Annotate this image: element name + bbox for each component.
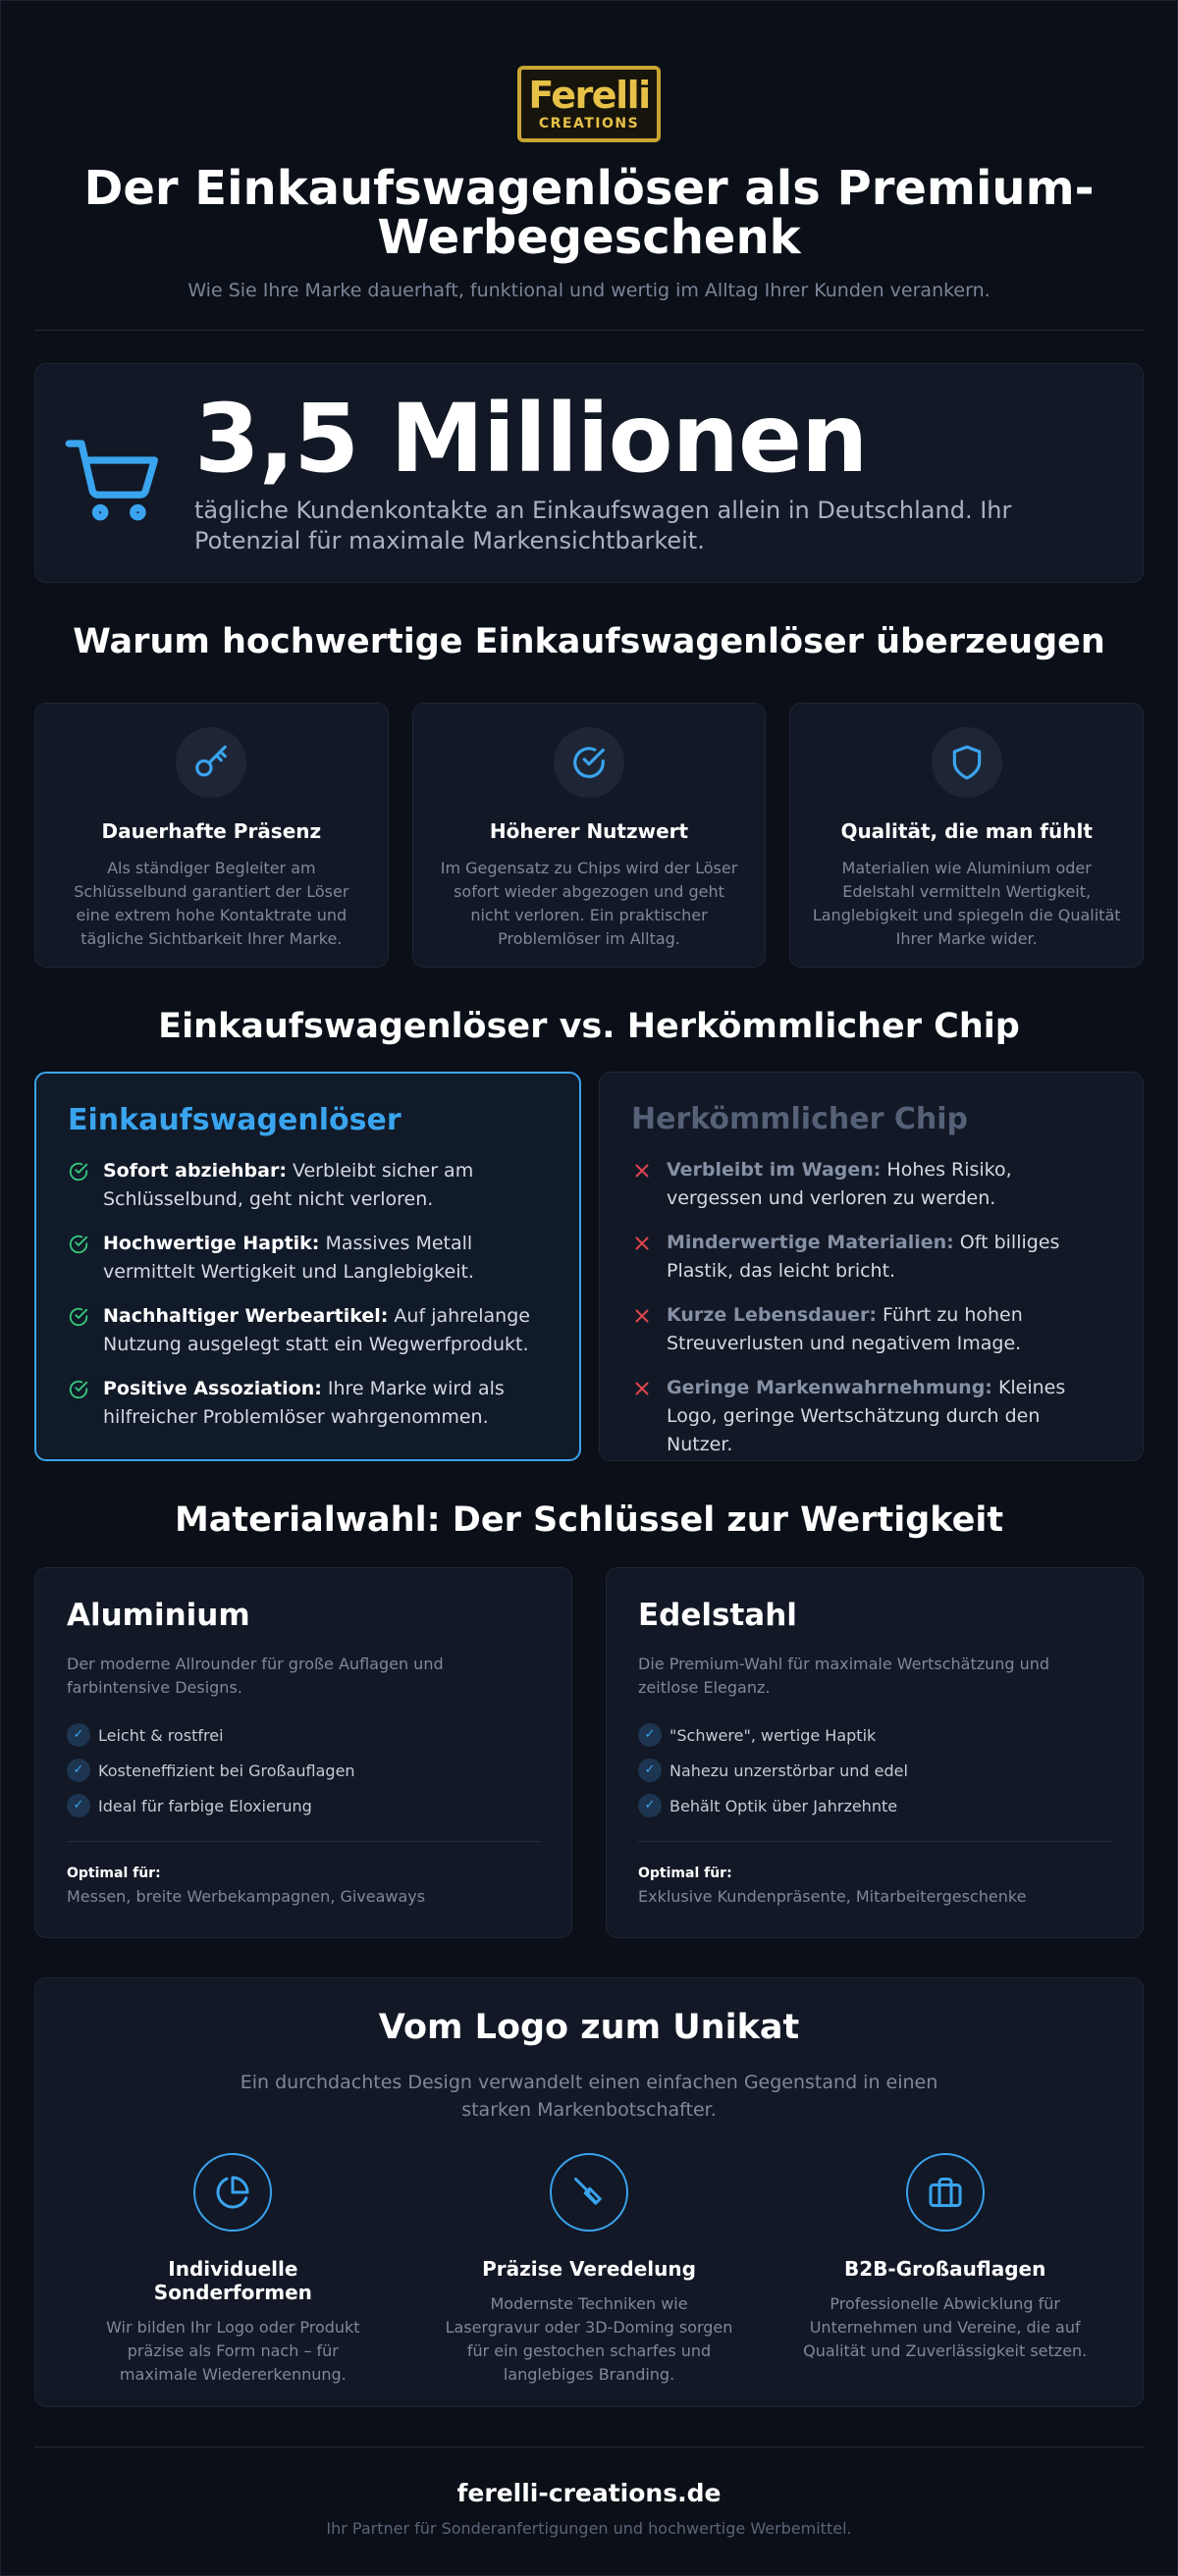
benefit-title: Qualität, die man fühlt [840,819,1093,843]
material-divider [638,1841,1111,1842]
optimal-value: Messen, breite Werbekampagnen, Giveaways [67,1887,426,1906]
stat-text [194,384,1039,556]
list-item-text [667,1374,1111,1459]
list-item-detail: Oft billiges Plastik, das leicht bricht. [667,1232,1060,1282]
material-feature: Nahezu unzerstörbar und edel [669,1761,908,1780]
benefit-text: Materialien wie Aluminium oder Edelstahl vermitteln Wertigkeit, Langlebigkeit und spiegeln die Qualität Ihrer Marke wider. [812,859,1121,948]
list-item-label: Verbleibt im Wagen: [667,1159,882,1181]
materials-grid [34,1567,1144,1938]
list-item [638,1788,1111,1823]
benefit-card [789,703,1144,968]
check-circle-icon [68,1379,89,1400]
shield-icon [948,744,986,781]
check-icon: ✓ [67,1723,90,1747]
brand-logo[interactable] [517,66,661,142]
list-item-text [667,1301,1111,1358]
feature-icon-badge [550,2153,628,2232]
list-item [68,1375,548,1432]
list-item-text [103,1302,548,1359]
feature-title: Individuelle Sonderformen [153,2257,312,2304]
comparison-loser-list [631,1156,1111,1459]
list-item [631,1156,1111,1213]
feature-icon-badge [906,2153,985,2232]
benefits-grid [34,703,1144,968]
list-item-text [103,1375,548,1432]
header-divider [34,330,1144,331]
unique-card [34,1977,1144,2407]
list-item [68,1157,548,1214]
material-description: Die Premium-Wahl für maximale Wertschätzung und zeitlose Eleganz. [638,1655,1050,1697]
list-item-detail: Verbleibt sicher am Schlüsselbund, geht nicht verloren. [103,1160,474,1210]
benefit-title: Höherer Nutzwert [489,819,689,843]
comparison-winner-card [34,1072,581,1461]
feature-item [55,2153,411,2387]
feature-item [411,2153,768,2387]
shopping-cart-icon [65,427,165,527]
check-icon: ✓ [67,1794,90,1817]
stat-description: tägliche Kundenkontakte an Einkaufswagen allein in Deutschland. Ihr Potenzial für maximale Markensichtbarkeit. [194,497,1012,554]
comparison-loser-heading: Herkömmlicher Chip [631,1102,968,1136]
material-feature: Behält Optik über Jahrzehnte [669,1796,898,1815]
benefit-icon-badge [176,727,246,798]
list-item-detail: Hohes Risiko, vergessen und verloren zu werden. [667,1159,1012,1209]
comparison-loser-card [599,1072,1144,1461]
material-feature: Kosteneffizient bei Großauflagen [98,1761,355,1780]
list-item-label: Kurze Lebensdauer: [667,1304,877,1326]
list-item-text [667,1156,1111,1213]
optimal-label: Optimal für: [638,1866,732,1881]
x-cross-icon [631,1305,653,1327]
feature-title: Präzise Veredelung [482,2257,696,2281]
list-item [68,1302,548,1359]
list-item [638,1717,1111,1753]
list-item [631,1301,1111,1358]
list-item-detail: Massives Metall vermittelt Wertigkeit und Langlebigkeit. [103,1233,474,1283]
benefit-text: Als ständiger Begleiter am Schlüsselbund garantiert der Löser eine extrem hohe Kontaktrate und tägliche Sichtbarkeit Ihrer Marke. [74,859,349,948]
material-description: Der moderne Allrounder für große Auflagen und farbintensive Designs. [67,1655,444,1697]
list-item [67,1753,540,1788]
feature-item [767,2153,1123,2387]
list-item-label: Minderwertige Materialien: [667,1232,954,1253]
benefits-title: Warum hochwertige Einkaufswagenlöser überzeugen [73,622,1105,661]
logo-wrap [34,1,1144,142]
stat-card [34,363,1144,583]
material-feature: Leicht & rostfrei [98,1725,224,1745]
material-name: Edelstahl [638,1598,797,1633]
comparison-grid [34,1072,1144,1461]
optimal-value: Exklusive Kundenpräsente, Mitarbeitergeschenke [638,1887,1027,1906]
list-item-label: Nachhaltiger Werbeartikel: [103,1305,389,1327]
material-feature: "Schwere", wertige Haptik [669,1725,877,1745]
materials-title: Materialwahl: Der Schlüssel zur Wertigkeit [174,1500,1004,1540]
list-item-detail: Ihre Marke wird als hilfreicher Problemlöser wahrgenommen. [103,1378,505,1428]
benefit-card [412,703,767,968]
x-cross-icon [631,1378,653,1399]
list-item [68,1230,548,1287]
check-icon: ✓ [638,1794,662,1817]
material-name: Aluminium [67,1598,250,1633]
check-icon: ✓ [67,1759,90,1782]
list-item [67,1788,540,1823]
brush-icon [571,2175,607,2210]
check-circle-icon [68,1234,89,1255]
footer-divider [34,2446,1144,2447]
benefit-text: Im Gegensatz zu Chips wird der Löser sofort wieder abgezogen und geht nicht verloren. Ein praktischer Problemlöser im Alltag. [440,859,738,948]
list-item-label: Positive Assoziation: [103,1378,322,1399]
benefit-icon-badge [554,727,624,798]
check-circle-icon [570,744,608,781]
list-item-label: Geringe Markenwahrnehmung: [667,1377,992,1398]
x-cross-icon [631,1160,653,1182]
check-circle-icon [68,1161,89,1183]
check-icon: ✓ [638,1723,662,1747]
comparison-title: Einkaufswagenlöser vs. Herkömmlicher Chip [158,1007,1020,1046]
list-item-label: Sofort abziehbar: [103,1160,287,1182]
list-item [631,1229,1111,1286]
pie-chart-icon [215,2175,250,2210]
material-feature: Ideal für farbige Eloxierung [98,1796,312,1815]
material-feature-list [638,1717,1111,1823]
footer-website-link[interactable]: ferelli-creations.de [456,2479,722,2507]
benefit-title: Dauerhafte Präsenz [101,819,322,843]
comparison-winner-heading: Einkaufswagenlöser [68,1103,402,1137]
benefit-card [34,703,389,968]
footer-tagline: Ihr Partner für Sonderanfertigungen und hochwertige Werbemittel. [326,2519,852,2538]
unique-features [35,2153,1143,2387]
list-item-text [103,1157,548,1214]
list-item-detail: Kleines Logo, geringe Wertschätzung durch den Nutzer. [667,1377,1066,1455]
list-item [67,1717,540,1753]
feature-title: B2B-Großauflagen [844,2257,1046,2281]
list-item-text [103,1230,548,1287]
logo-subline: CREATIONS [538,116,640,131]
briefcase-icon [928,2175,963,2210]
page-subtitle: Wie Sie Ihre Marke dauerhaft, funktional und wertig im Alltag Ihrer Kunden verankern. [187,280,991,301]
feature-icon-badge [193,2153,272,2232]
check-icon: ✓ [638,1759,662,1782]
list-item-text [667,1229,1111,1286]
comparison-winner-list [68,1157,548,1432]
list-item-detail: Auf jahrelange Nutzung ausgelegt statt ein Wegwerfprodukt. [103,1305,530,1355]
list-item [631,1374,1111,1459]
material-card-edelstahl [606,1567,1144,1938]
list-item-label: Hochwertige Haptik: [103,1233,320,1254]
optimal-label: Optimal für: [67,1866,161,1881]
feature-text: Modernste Techniken wie Lasergravur oder 3D-Doming sorgen für ein gestochen scharfes und langlebiges Branding. [445,2294,733,2384]
x-cross-icon [631,1233,653,1254]
list-item [638,1753,1111,1788]
benefit-icon-badge [932,727,1002,798]
key-icon [192,744,230,781]
material-feature-list [67,1717,540,1823]
page-title: Der Einkaufswagenlöser als Premium-Werbegeschenk [83,161,1095,265]
unique-description: Ein durchdachtes Design verwandelt einen einfachen Gegenstand in einen starken Markenbotschafter. [240,2072,938,2121]
logo-wordmark: Ferelli [528,74,650,117]
material-divider [67,1841,540,1842]
stat-number: 3,5 Millionen [194,384,868,494]
feature-text: Wir bilden Ihr Logo oder Produkt präzise als Form nach – für maximale Wiedererkennung. [106,2318,360,2384]
feature-text: Professionelle Abwicklung für Unternehmen und Vereine, die auf Qualität und Zuverlässigkeit setzen. [803,2294,1088,2360]
check-circle-icon [68,1306,89,1328]
list-item-detail: Führt zu hohen Streuverlusten und negativem Image. [667,1304,1023,1354]
unique-title: Vom Logo zum Unikat [378,2008,800,2047]
material-card-aluminium [34,1567,572,1938]
